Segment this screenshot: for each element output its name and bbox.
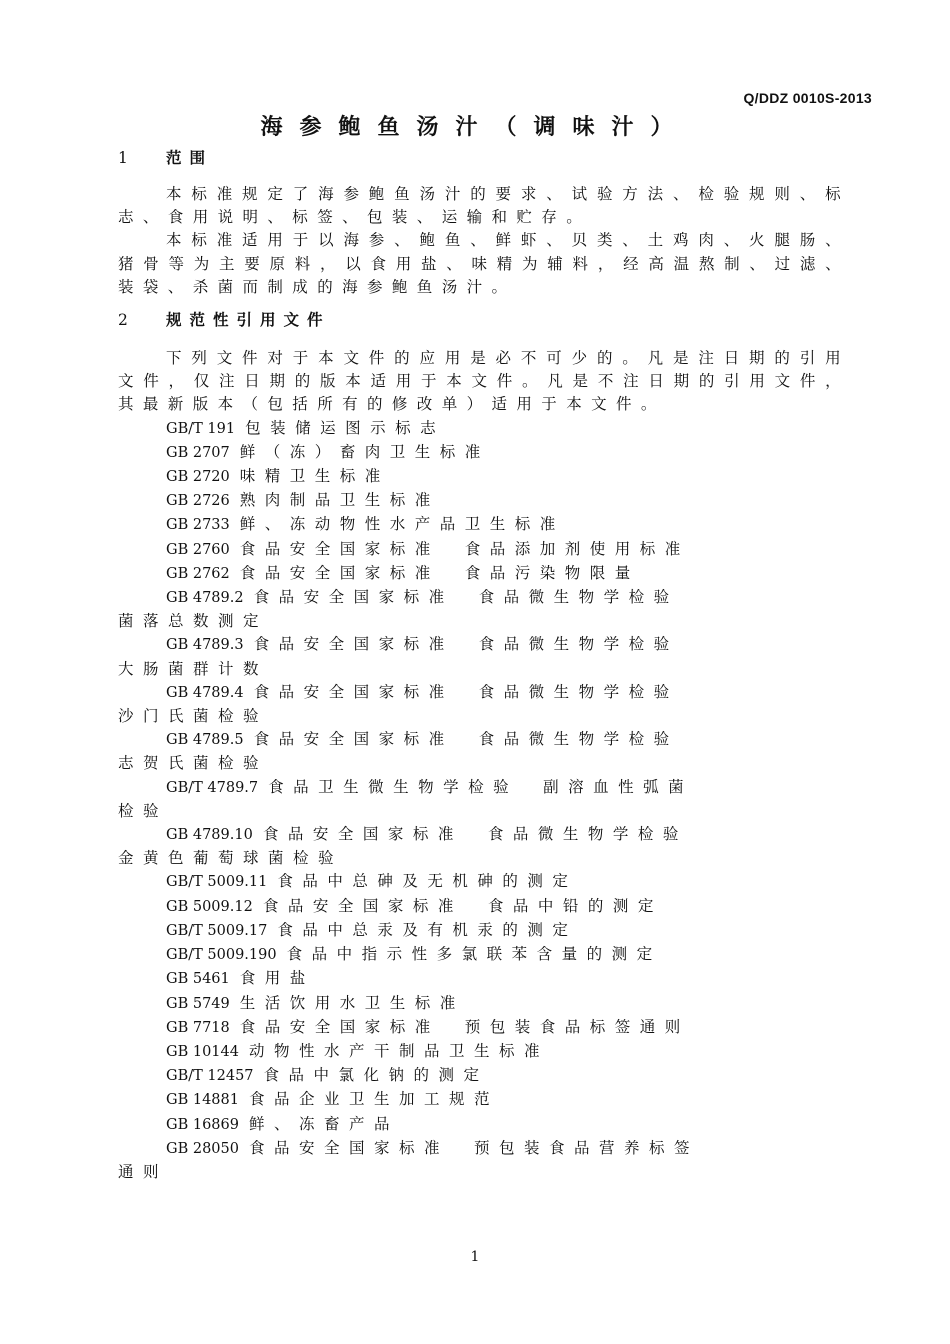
reference-item bbox=[118, 870, 850, 894]
reference-code: GB 4789.10 bbox=[166, 827, 253, 844]
reference-code: GB/T 4789.7 bbox=[166, 779, 259, 796]
reference-title-continuation: 金黄色葡萄球菌检验 bbox=[118, 849, 344, 868]
reference-item bbox=[118, 1016, 850, 1040]
reference-item bbox=[118, 1064, 850, 1088]
reference-code: GB 2720 bbox=[166, 469, 230, 486]
reference-item bbox=[118, 895, 850, 919]
reference-item bbox=[118, 417, 850, 441]
reference-title: 熟肉制品卫生标准 bbox=[239, 491, 440, 510]
reference-title: 味精卫生标准 bbox=[239, 467, 390, 486]
reference-item bbox=[118, 943, 850, 967]
reference-list bbox=[118, 417, 850, 1185]
reference-code: GB 2726 bbox=[166, 493, 230, 510]
reference-code: GB 4789.5 bbox=[166, 732, 244, 749]
reference-item bbox=[118, 967, 850, 991]
section-number: 1 bbox=[118, 149, 128, 167]
reference-code: GB/T 191 bbox=[166, 420, 236, 437]
reference-code: GB 5009.12 bbox=[166, 898, 253, 915]
reference-item bbox=[118, 441, 850, 465]
reference-code: GB 4789.4 bbox=[166, 684, 244, 701]
reference-title: 生活饮用水卫生标准 bbox=[239, 993, 465, 1012]
document-title: 海参鲍鱼汤汁（调味汁） bbox=[260, 114, 690, 140]
document-id: Q/DDZ 0010S-2013 bbox=[743, 90, 872, 106]
document-body bbox=[118, 145, 850, 1184]
reference-code: GB 2760 bbox=[166, 541, 230, 558]
reference-title: 食品中指示性多氯联苯含量的测定 bbox=[286, 945, 662, 964]
reference-code: GB 4789.3 bbox=[166, 637, 244, 654]
reference-item bbox=[118, 919, 850, 943]
reference-code: GB/T 5009.190 bbox=[166, 947, 277, 964]
reference-item bbox=[118, 776, 850, 800]
reference-item bbox=[118, 562, 850, 586]
reference-title: 食品安全国家标准 预包装食品标签通则 bbox=[239, 1017, 690, 1036]
section-title: 范围 bbox=[166, 148, 214, 167]
reference-title-continuation: 大肠菌群计数 bbox=[118, 659, 269, 678]
section-heading-scope bbox=[118, 145, 850, 171]
reference-title: 鲜、冻畜产品 bbox=[248, 1114, 399, 1133]
reference-item bbox=[118, 586, 850, 610]
reference-title: 食品卫生微生物学检验 副溶血性弧菌 bbox=[268, 777, 694, 796]
reference-item bbox=[118, 1088, 850, 1112]
reference-item bbox=[118, 681, 850, 705]
reference-title: 食品安全国家标准 食品中铅的测定 bbox=[262, 896, 663, 915]
reference-item bbox=[118, 465, 850, 489]
reference-code: GB/T 5009.11 bbox=[166, 874, 268, 891]
reference-item bbox=[118, 728, 850, 752]
reference-title: 食品安全国家标准 食品污染物限量 bbox=[239, 563, 640, 582]
reference-code: GB 4789.2 bbox=[166, 590, 244, 607]
reference-title-continuation: 通则 bbox=[118, 1162, 169, 1181]
reference-title: 食品安全国家标准 食品添加剂使用标准 bbox=[239, 539, 690, 558]
reference-title-continuation: 检验 bbox=[118, 801, 169, 820]
reference-title: 食品中总汞及有机汞的测定 bbox=[277, 920, 578, 939]
reference-code: GB 7718 bbox=[166, 1019, 230, 1036]
reference-title: 鲜（冻）畜肉卫生标准 bbox=[239, 442, 490, 461]
reference-item bbox=[118, 1137, 850, 1161]
section-title: 规范性引用文件 bbox=[166, 310, 331, 330]
reference-item bbox=[118, 489, 850, 513]
reference-title-continuation: 志贺氏菌检验 bbox=[118, 754, 269, 773]
references-intro-paragraph: 下列文件对于本文件的应用是必不可少的。凡是注日期的引用文件，仅注日期的版本适用于本文件。凡是不注日期的引用文件，其最新版本（包括所有的修改单）适用于本文件。 bbox=[118, 349, 850, 414]
reference-code: GB 28050 bbox=[166, 1140, 239, 1157]
reference-code: GB/T 12457 bbox=[166, 1068, 254, 1085]
reference-title: 食品安全国家标准 食品微生物学检验 bbox=[253, 730, 679, 749]
reference-title: 食品安全国家标准 食品微生物学检验 bbox=[253, 635, 679, 654]
reference-item bbox=[118, 633, 850, 657]
reference-item bbox=[118, 538, 850, 562]
reference-title: 包装储运图示标志 bbox=[245, 418, 446, 437]
reference-code: GB 5461 bbox=[166, 971, 230, 988]
reference-title: 食品企业卫生加工规范 bbox=[248, 1090, 499, 1109]
reference-title: 鲜、冻动物性水产品卫生标准 bbox=[239, 515, 565, 534]
reference-code: GB 16869 bbox=[166, 1116, 239, 1133]
reference-item bbox=[118, 513, 850, 537]
reference-code: GB 2762 bbox=[166, 565, 230, 582]
scope-paragraph-2: 本标准适用于以海参、鲍鱼、鲜虾、贝类、土鸡肉、火腿肠、猪骨等为主要原料，以食用盐、味精为辅料，经高温熬制、过滤、装袋、杀菌而制成的海参鲍鱼汤汁。 bbox=[118, 231, 850, 296]
scope-paragraph-1: 本标准规定了海参鲍鱼汤汁的要求、试验方法、检验规则、标志、食用说明、标签、包装、运输和贮存。 bbox=[118, 185, 850, 227]
reference-code: GB 14881 bbox=[166, 1092, 239, 1109]
reference-title: 食品安全国家标准 食品微生物学检验 bbox=[253, 588, 679, 607]
section-heading-normative-references bbox=[118, 307, 850, 333]
reference-item bbox=[118, 1040, 850, 1064]
reference-item bbox=[118, 1113, 850, 1137]
reference-title: 动物性水产干制品卫生标准 bbox=[248, 1041, 549, 1060]
section-number: 2 bbox=[118, 311, 128, 330]
reference-code: GB 5749 bbox=[166, 995, 230, 1012]
reference-item bbox=[118, 992, 850, 1016]
reference-title: 食用盐 bbox=[239, 969, 315, 988]
reference-title-continuation: 菌落总数测定 bbox=[118, 612, 269, 631]
reference-title: 食品安全国家标准 食品微生物学检验 bbox=[253, 682, 679, 701]
reference-title: 食品安全国家标准 食品微生物学检验 bbox=[262, 825, 688, 844]
reference-title: 食品中氯化钠的测定 bbox=[263, 1066, 489, 1085]
reference-title-continuation: 沙门氏菌检验 bbox=[118, 707, 269, 726]
reference-code: GB 2707 bbox=[166, 444, 230, 461]
reference-item bbox=[118, 823, 850, 847]
reference-code: GB 10144 bbox=[166, 1043, 239, 1060]
reference-code: GB/T 5009.17 bbox=[166, 922, 268, 939]
reference-code: GB 2733 bbox=[166, 517, 230, 534]
reference-title: 食品中总砷及无机砷的测定 bbox=[277, 872, 578, 891]
page-number: 1 bbox=[470, 1249, 480, 1265]
reference-title: 食品安全国家标准 预包装食品营养标签 bbox=[248, 1138, 699, 1157]
